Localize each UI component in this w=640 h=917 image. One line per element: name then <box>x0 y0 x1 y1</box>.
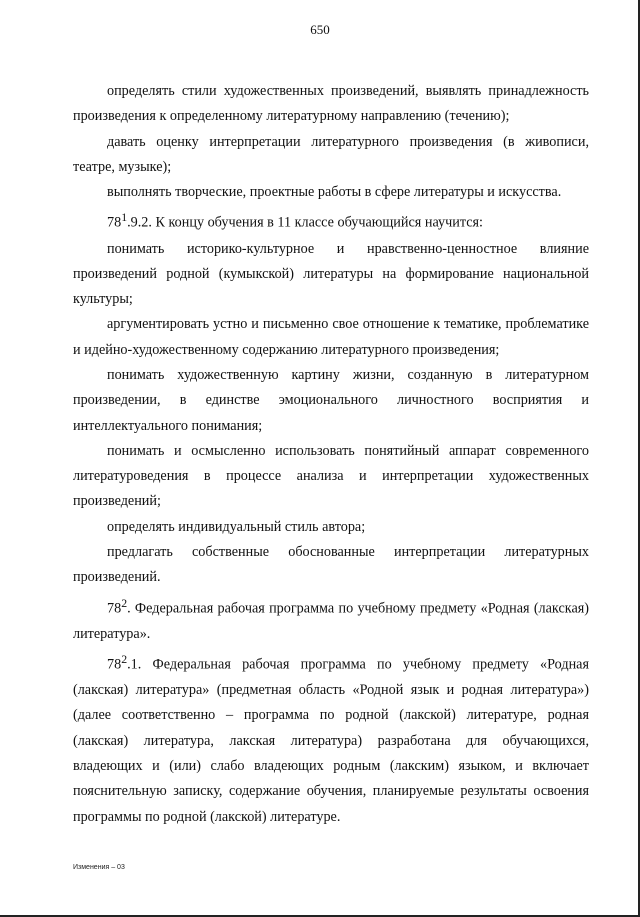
paragraph: давать оценку интерпретации литературного произведения (в живописи, театре, музыке); <box>73 133 589 175</box>
document-body <box>73 79 589 830</box>
paragraph: понимать историко-культурное и нравственно-ценностное влияние произведений родной (кумыкской) литературы на формирование национальной культуры; <box>73 240 589 308</box>
paragraph: определять стили художественных произведений, выявлять принадлежность произведения к определенному литературному направлению (течению); <box>73 83 589 125</box>
revision-note: Изменения – 03 <box>73 864 125 871</box>
section-superscript: 2 <box>121 652 128 666</box>
page-number: 650 <box>310 22 330 37</box>
section-heading <box>73 591 589 647</box>
paragraph: понимать и осмысленно использовать понятийный аппарат современного литературоведения в процессе анализа и интерпретации художественных произведений; <box>73 442 589 510</box>
paragraph: понимать художественную картину жизни, созданную в литературном произведении, в единстве эмоционального личностного восприятия и интеллектуального понимания; <box>73 367 589 434</box>
section-number: 78 <box>107 656 122 673</box>
paragraph: аргументировать устно и письменно свое отношение к тематике, проблематике и идейно-художественному содержанию литературного произведения; <box>73 316 589 358</box>
section-paragraph-text: .1. Федеральная рабочая программа по учебному предмету «Родная (лакская) литература» (предметная область «Родной язык и родная литература») (далее соответственно – программа по родной (лакской) литературе, родная (лакская) литература, лакская литература) разработана для обучающихся, владеющих и (или) слабо владеющих родным (лакским) языком, и включает пояснительную записку, содержание обучения, планируемые результаты освоения программы по родной (лакской) литературе. <box>73 656 589 825</box>
section-superscript: 2 <box>121 595 128 610</box>
section-paragraph <box>73 647 589 830</box>
section-number: 78 <box>107 600 122 617</box>
paragraph: выполнять творческие, проектные работы в сфере литературы и искусства. <box>107 184 562 201</box>
section-heading-text: .9.2. К концу обучения в 11 классе обучающийся научится: <box>127 215 483 232</box>
paragraph: предлагать собственные обоснованные интерпретации литературных произведений. <box>73 544 589 586</box>
section-heading <box>73 205 589 236</box>
paragraph: определять индивидуальный стиль автора; <box>107 518 366 535</box>
section-heading-text: . Федеральная рабочая программа по учебному предмету «Родная (лакская) литература». <box>73 600 589 642</box>
section-number: 78 <box>107 215 122 232</box>
section-superscript: 1 <box>121 210 128 225</box>
